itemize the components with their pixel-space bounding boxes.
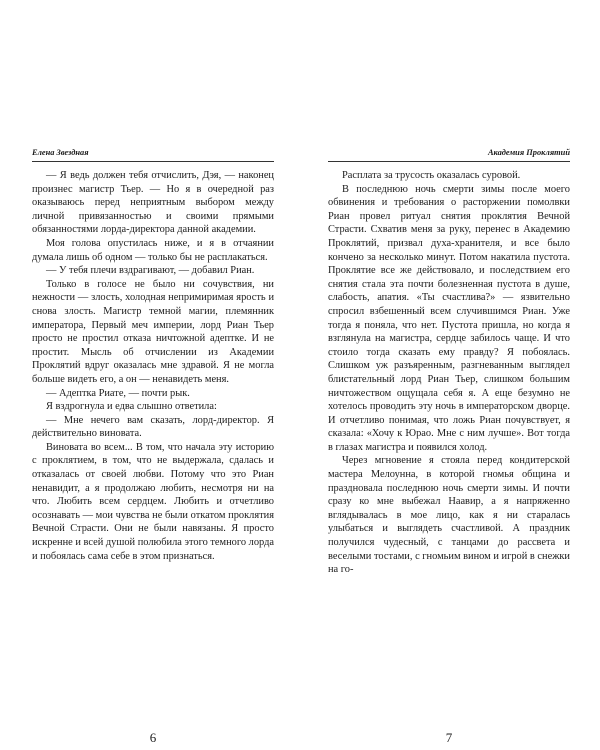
book-title: Академия Проклятий bbox=[487, 148, 570, 157]
left-running-header bbox=[32, 148, 274, 162]
right-paragraph-2: В последнюю ночь смерти зимы после моего обвинения и требования о расторжении помолвки Риан провел ритуал снятия проклятия Вечной Страсти. Схватив меня за руку, перенес в Академию Проклятий, призвал духа-хранителя, и все было кончено за несколько минут. Потом накатила пустота. Проклятие все же действовало, и последствием его снятия стала эта почти болезненная пустота в душе, слабость, апатия. «Ты счастлива?» — язвительно спросил взбешенный всем случившимся Риан. Уже тогда я поняла, что нет. Пустота пришла, но когда я взглянула на магистра, сердце забилось чаще. И что стоило тогда сказать ему правду? Я побоялась. Слишком уж разъяренным, разгневанным выглядел блистательный лорд Риан Тьер, слишком большим ничтожеством ощущала себя я. А еще безумно не хотелось проводить эту ночь в императорском дворце. И отчетливо понимая, что ложь Риан почувствует, я сказала: «Хочу к Юрао. Мне с ним лучше». Вот тогда в глазах магистра и появился холод. bbox=[328, 183, 570, 453]
author-name: Елена Звездная bbox=[32, 148, 89, 157]
left-page-number: 6 bbox=[149, 730, 157, 745]
right-paragraph-3: Через мгновение я стояла перед кондитерской мастера Мелоунна, в которой гномья община и праздновала последнюю ночь смерти зимы. И почти сразу ко мне выбежал Наавир, а я напряженно вглядывалась в мое лицо, как я ни старалась улыбаться и выглядеть счастливой. А праздник получился чудесный, с танцами до рассвета и веселыми тостами, с гномьим вином и игрой в снежки на го- bbox=[328, 455, 570, 576]
right-page-number: 7 bbox=[445, 730, 453, 745]
right-page bbox=[328, 148, 570, 745]
right-running-header bbox=[328, 148, 570, 162]
left-paragraph-3: — У тебя плечи вздрагивают, — добавил Риан. bbox=[46, 265, 255, 277]
left-paragraph-2: Моя голова опустилась ниже, и я в отчаянии думала лишь об одном — только бы не расплакаться. bbox=[32, 237, 274, 263]
right-paragraph-1: Расплата за трусость оказалась суровой. bbox=[342, 170, 521, 181]
left-paragraph-8: Виновата во всем... В том, что начала эту историю с проклятием, в том, что не выдержала, сдалась и отказалась от своей любви. Потому что это Риан ненавидит, а я продолжаю любить, несмотря ни на что. Любить всем сердцем. Любить и отчетливо осознавать — мои чувства не были откатом проклятия Вечной Страсти. Они не были навязаны. Я просто искренне и всей душой полюбила этого темного лорда и побоялась сама себе в этом признаться. bbox=[32, 441, 274, 562]
left-paragraph-6: Я вздрогнула и едва слышно ответила: bbox=[46, 401, 217, 413]
right-body-text bbox=[328, 169, 570, 577]
left-paragraph-7: — Мне нечего вам сказать, лорд-директор. Я действительно виновата. bbox=[32, 414, 274, 440]
left-page bbox=[32, 148, 274, 745]
left-paragraph-1: — Я ведь должен тебя отчислить, Дэя, — наконец произнес магистр Тьер. — Но я в очередной раз оказываюсь перед неприятным выбором между личной привязанностью и своими прямыми обязанностями лорда-директора данной академии. bbox=[32, 170, 274, 236]
left-paragraph-4: Только в голосе не было ни сочувствия, ни нежности — злость, холодная непримиримая ярость и снова злость. Магистр темной магии, племянник императора, Первый меч империи, лорд Риан Тьер просто не простил отказа ничтожной адептке. И не простит. Мысль об отчислении из Академии Проклятий вдруг оказалась мне здравой. Я не могла больше видеть его, а он — ненавидеть меня. bbox=[32, 278, 274, 385]
left-body-text bbox=[32, 169, 274, 563]
left-paragraph-5: — Адептка Риате, — почти рык. bbox=[46, 387, 190, 399]
